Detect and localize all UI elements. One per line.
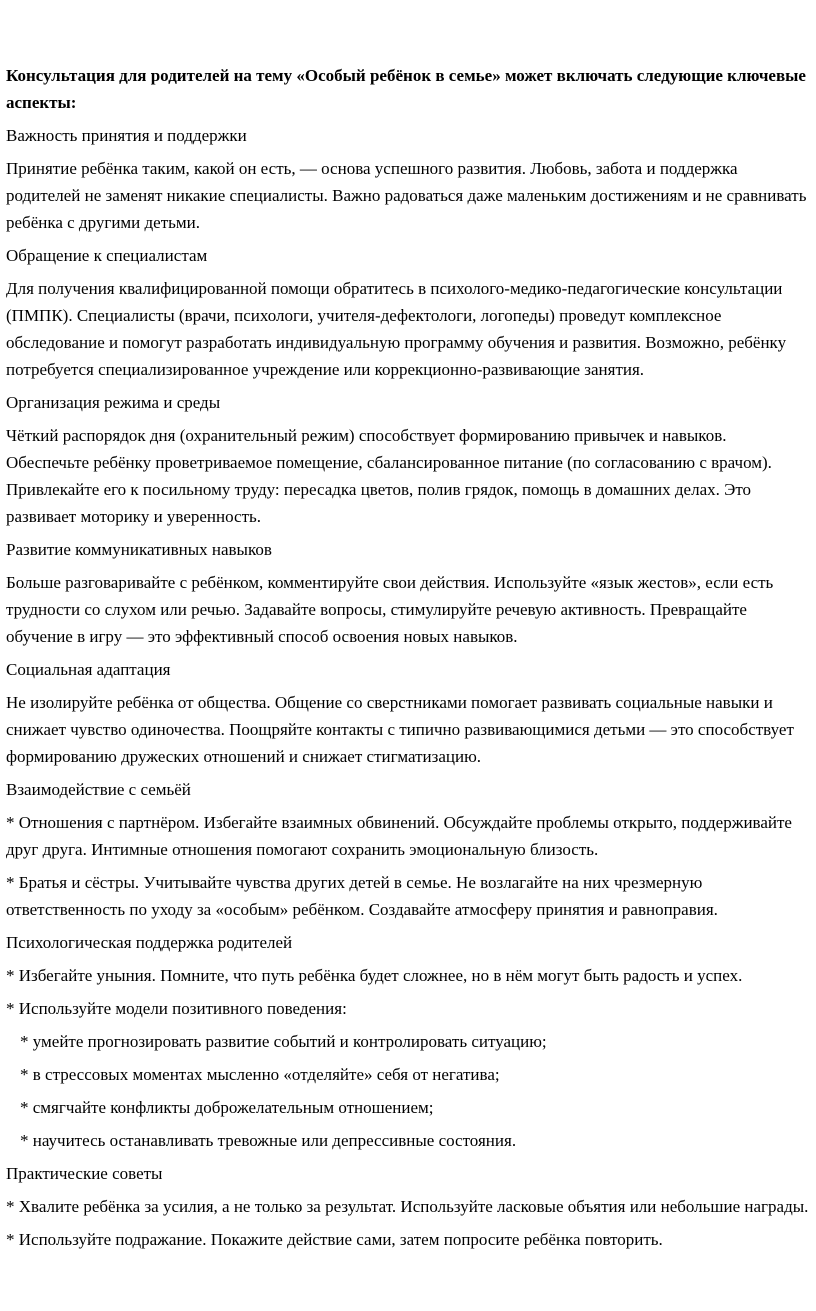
body-paragraph: Для получения квалифицированной помощи обратитесь в психолого-медико-педагогические консультации (ПМПК). Специалисты (врачи, психологи, учителя-дефектологи, логопеды) проведут комплексное обследование и помогут разработать индивидуальную программу обучения и развития. Возможно, ребёнку потребуется специализированное учреждение или коррекционно-развивающие занятия. bbox=[6, 279, 787, 379]
body-paragraph: Чёткий распорядок дня (охранительный режим) способствует формированию привычек и навыков. Обеспечьте ребёнку проветриваемое помещение, сбалансированное питание (по согласованию с врачом). Привлекайте его к посильному труду: пересадка цветов, полив грядок, помощь в домашних делах. Это развивает моторику и уверенность. bbox=[6, 426, 772, 526]
bullet-item: * Используйте модели позитивного поведения: bbox=[6, 999, 347, 1018]
sub-bullet-item: * смягчайте конфликты доброжелательным отношением; bbox=[20, 1098, 434, 1117]
section-heading-parent-support: Психологическая поддержка родителей bbox=[6, 933, 293, 952]
section-heading-communication: Развитие коммуникативных навыков bbox=[6, 540, 272, 559]
sub-bullet-item: * научитесь останавливать тревожные или депрессивные состояния. bbox=[20, 1131, 517, 1150]
section-heading-acceptance: Важность принятия и поддержки bbox=[6, 126, 247, 145]
body-paragraph: Принятие ребёнка таким, какой он есть, — основа успешного развития. Любовь, забота и поддержка родителей не заменят никакие специалисты. Важно радоваться даже маленьким достижениям и не сравнивать ребёнка с другими детьми. bbox=[6, 159, 807, 232]
bullet-item: * Отношения с партнёром. Избегайте взаимных обвинений. Обсуждайте проблемы открыто, поддерживайте друг друга. Интимные отношения помогают сохранить эмоциональную близость. bbox=[6, 813, 792, 859]
bullet-item: * Братья и сёстры. Учитывайте чувства других детей в семье. Не возлагайте на них чрезмерную ответственность по уходу за «особым» ребёнком. Создавайте атмосферу принятия и равноправия. bbox=[6, 873, 718, 919]
bullet-item: * Избегайте уныния. Помните, что путь ребёнка будет сложнее, но в нём могут быть радость и успех. bbox=[6, 966, 743, 985]
section-heading-practical-tips: Практические советы bbox=[6, 1164, 163, 1183]
bullet-item: * Хвалите ребёнка за усилия, а не только за результат. Используйте ласковые объятия или небольшие награды. bbox=[6, 1197, 809, 1216]
section-heading-family-interaction: Взаимодействие с семьёй bbox=[6, 780, 191, 799]
body-paragraph: Не изолируйте ребёнка от общества. Общение со сверстниками помогает развивать социальные навыки и снижает чувство одиночества. Поощряйте контакты с типично развивающимися детьми — это способствует формированию дружеских отношений и снижает стигматизацию. bbox=[6, 693, 794, 766]
section-heading-social-adaptation: Социальная адаптация bbox=[6, 660, 171, 679]
bullet-item: * Используйте подражание. Покажите действие сами, затем попросите ребёнка повторить. bbox=[6, 1230, 663, 1249]
document-title: Консультация для родителей на тему «Особый ребёнок в семье» может включать следующие ключевые аспекты: bbox=[6, 66, 806, 112]
body-paragraph: Больше разговаривайте с ребёнком, комментируйте свои действия. Используйте «язык жестов», если есть трудности со слухом или речью. Задавайте вопросы, стимулируйте речевую активность. Превращайте обучение в игру — это эффективный способ освоения новых навыков. bbox=[6, 573, 774, 646]
section-heading-specialists: Обращение к специалистам bbox=[6, 246, 208, 265]
section-heading-routine: Организация режима и среды bbox=[6, 393, 221, 412]
sub-bullet-item: * в стрессовых моментах мысленно «отделяйте» себя от негатива; bbox=[20, 1065, 500, 1084]
sub-bullet-item: * умейте прогнозировать развитие событий и контролировать ситуацию; bbox=[20, 1032, 547, 1051]
